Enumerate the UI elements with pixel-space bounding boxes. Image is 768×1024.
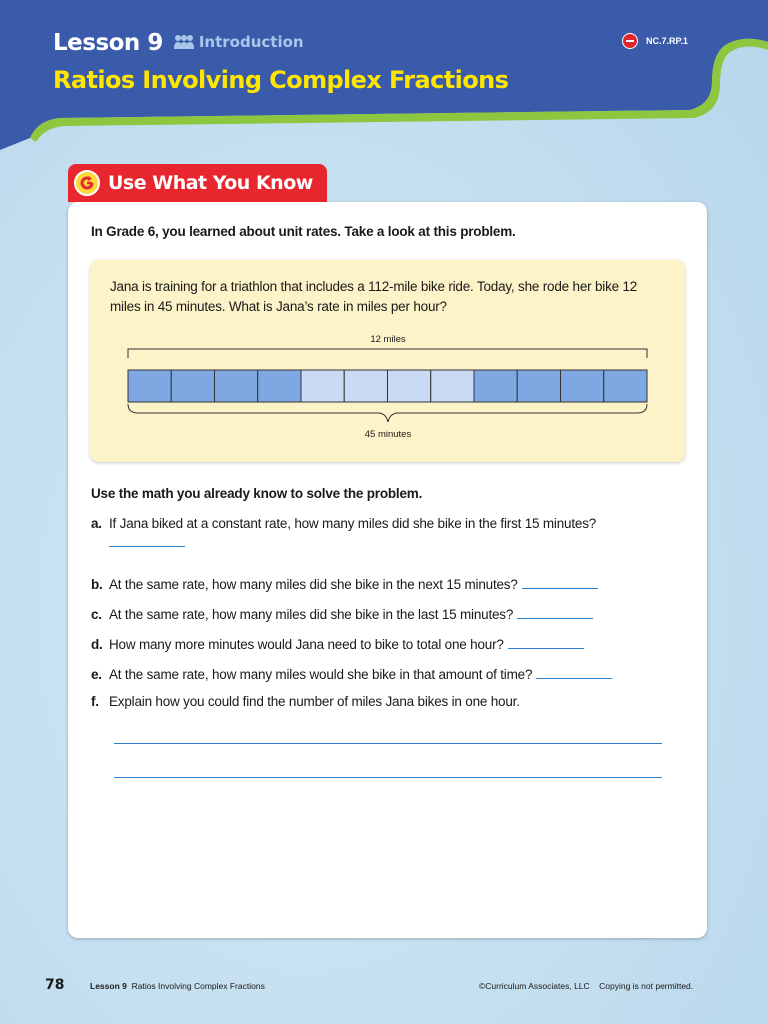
answer-line-f-2[interactable] [114,777,662,778]
tape-segment-dark [171,370,214,402]
tape-segment-light [301,370,344,402]
tape-segment-dark [604,370,647,402]
section-label: Introduction [198,33,304,51]
top-bracket [128,349,647,358]
top-label: 12 miles [370,334,406,345]
copy-notice: Copying is not permitted. [599,981,694,991]
tape-segment-dark [128,370,171,402]
bottom-brace [128,404,647,422]
answer-blank-e[interactable] [536,664,612,679]
answer-line-f-1[interactable] [114,743,662,744]
lesson-title: Ratios Involving Complex Fractions [53,66,509,94]
question-text: Explain how you could find the number of miles Jana bikes in one hour. [109,694,520,709]
section-tag [173,33,304,51]
question-c [91,604,593,622]
question-text: At the same rate, how many miles would she bike in that amount of time? [109,667,533,682]
question-text: How many more minutes would Jana need to bike to total one hour? [109,637,504,652]
question-a [91,516,596,531]
tape-segment-dark [258,370,301,402]
refresh-g-icon [74,170,100,196]
question-e [91,664,612,682]
question-letter: e. [91,667,102,682]
prompt-text: Use the math you already know to solve the problem. [91,486,423,501]
answer-blank-b[interactable] [522,574,598,589]
answer-blank-c[interactable] [517,604,593,619]
use-what-you-know-tab [68,164,327,202]
copyright-text: ©Curriculum Associates, LLC [479,981,590,991]
question-b [91,574,598,592]
page-footer [0,970,768,1000]
question-letter: f. [91,694,99,709]
lesson-number: Lesson 9 [53,30,163,56]
answer-blank-a[interactable] [109,546,185,547]
tape-segment-dark [474,370,517,402]
question-letter: a. [91,516,102,531]
tape-segment-light [388,370,431,402]
page-number: 78 [45,977,65,993]
footer-lesson-number: Lesson 9 [90,981,127,991]
lesson-heading [53,30,304,56]
tape-segment-dark [561,370,604,402]
tape-segment-light [344,370,387,402]
tape-segment-light [431,370,474,402]
intro-text: In Grade 6, you learned about unit rates. Take a look at this problem. [91,224,516,239]
problem-text: Jana is training for a triathlon that includes a 112-mile bike ride. Today, she rode her bike 12 miles in 45 minutes. What is Jana’s rate in miles per hour? [110,279,638,314]
bottom-label: 45 minutes [364,429,412,440]
standard-badge [622,33,688,49]
question-f [91,694,520,709]
footer-copyright [479,981,693,991]
tape-segment-dark [517,370,560,402]
question-text: At the same rate, how many miles did she bike in the last 15 minutes? [109,607,514,622]
question-letter: d. [91,637,103,652]
standard-code: NC.7.RP.1 [646,36,688,46]
footer-lesson-title: Ratios Involving Complex Fractions [131,981,265,991]
people-icon [173,34,195,50]
tape-diagram [110,330,670,446]
question-letter: b. [91,577,103,592]
tab-label: Use What You Know [108,172,313,194]
question-d [91,634,584,652]
footer-lesson [90,981,265,991]
question-text: If Jana biked at a constant rate, how many miles did she bike in the first 15 minutes? [109,516,597,531]
answer-blank-d[interactable] [508,634,584,649]
question-text: At the same rate, how many miles did she bike in the next 15 minutes? [109,577,518,592]
question-letter: c. [91,607,102,622]
standard-badge-icon [622,33,638,49]
tape-segment-dark [215,370,258,402]
